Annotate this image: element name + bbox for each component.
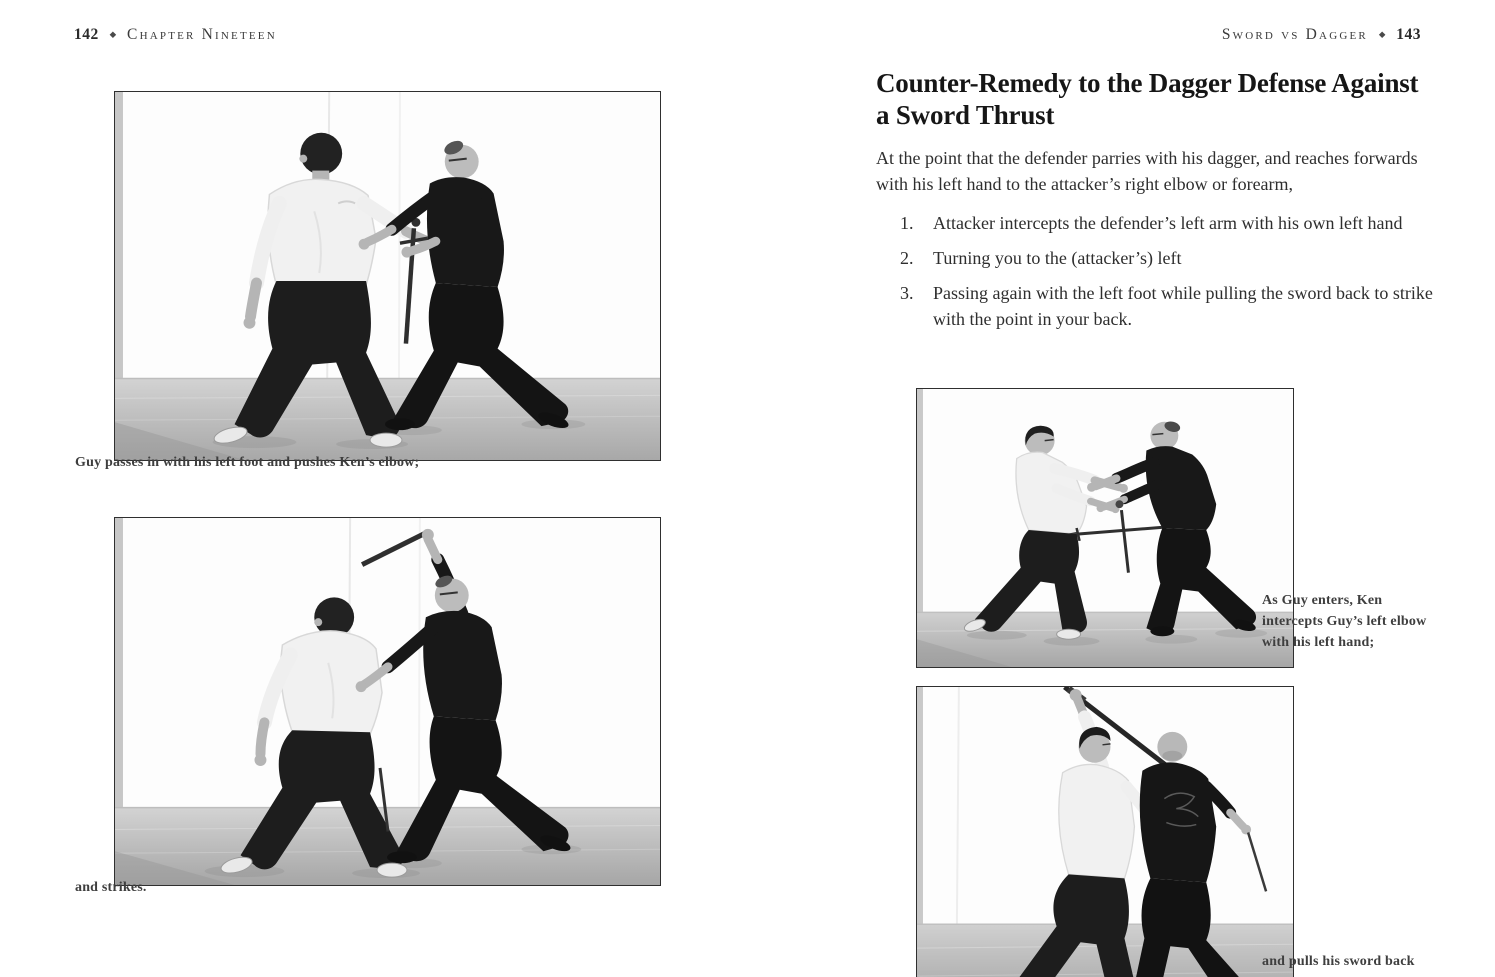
diamond-separator-icon: ◆ [1378, 28, 1386, 39]
right-page-text [876, 68, 1436, 341]
right-running-head [1222, 26, 1421, 44]
section-title: Sword vs Dagger [1221, 26, 1368, 43]
step-number: 2. [900, 248, 914, 269]
step-item [876, 210, 1436, 236]
photo-caption: and pulls his sword back [1262, 954, 1415, 969]
left-page-number: 142 [74, 26, 99, 43]
step-text: Attacker intercepts the defender’s left arm with his own left hand [933, 213, 1403, 234]
photo-illustration [917, 687, 1293, 977]
step-item [876, 245, 1436, 271]
photo-guy-strikes [114, 517, 661, 886]
right-page-number: 143 [1396, 26, 1421, 43]
section-heading: Counter-Remedy to the Dagger Defense Against a Sword Thrust [876, 68, 1419, 130]
photo-caption: and strikes. [75, 880, 147, 895]
photo-illustration [917, 389, 1293, 667]
photo-ken-intercepts-elbow [916, 388, 1294, 668]
intro-paragraph: At the point that the defender parries with his dagger, and reaches forwards with his left hand to the attacker’s right elbow or forearm, [876, 148, 1418, 195]
photo-guy-pushes-kens-elbow [114, 91, 661, 461]
step-text: Turning you to the (attacker’s) left [933, 248, 1182, 269]
chapter-title: Chapter Nineteen [127, 26, 277, 43]
step-number: 1. [900, 213, 914, 234]
numbered-steps [876, 210, 1436, 332]
photo-caption: Guy passes in with his left foot and pushes Ken’s elbow; [75, 455, 420, 470]
diamond-separator-icon: ◆ [109, 28, 117, 39]
left-running-head [74, 26, 277, 44]
photo-ken-pulls-sword-back [916, 686, 1294, 977]
photo-caption: As Guy enters, Ken intercepts Guy’s left elbow with his left hand; [1262, 593, 1427, 650]
photo-illustration [115, 92, 660, 460]
step-item [876, 280, 1436, 332]
step-number: 3. [900, 283, 914, 304]
step-text: Passing again with the left foot while pulling the sword back to strike with the point in your back. [933, 283, 1433, 330]
photo-illustration [115, 518, 660, 885]
